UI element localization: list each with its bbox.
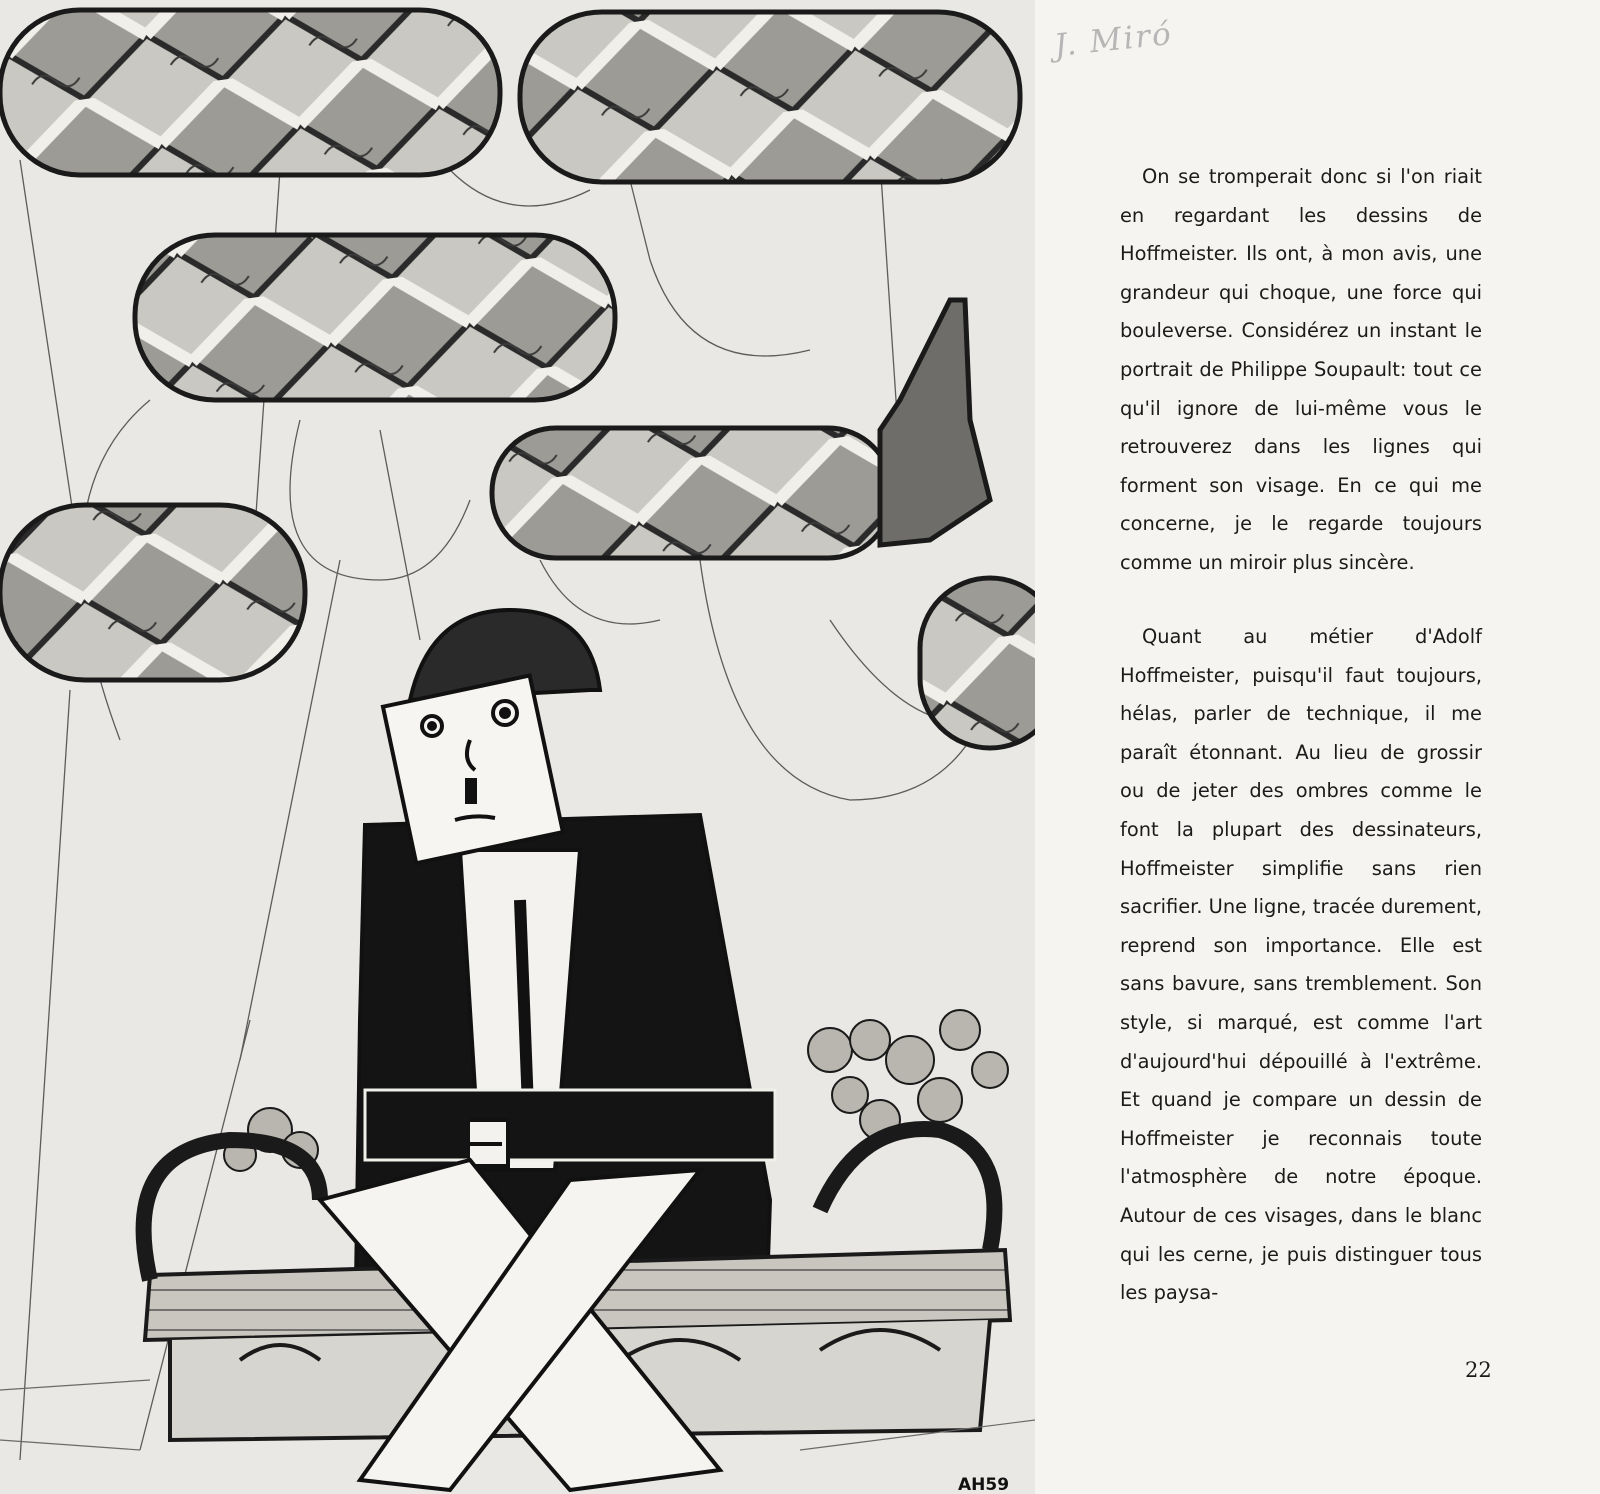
paragraph-1 bbox=[1120, 158, 1482, 583]
paragraph-2 bbox=[1120, 618, 1482, 1313]
page-number: 22 bbox=[1465, 1358, 1492, 1382]
signature: J. Miró bbox=[1052, 15, 1175, 65]
paragraph-1-text: On se tromperait donc si l'on riait en regardant les dessins de Hoffmeister. Ils ont, à mon avis, une grandeur qui choque, une force qui bouleverse. Considérez un instant le portrait de Philippe Soupault: tout ce qu'il ignore de lui-même vous le retrouverez dans les lignes qui forment son visage. En ce qui me concerne, je le regarde toujours comme un miroir plus sincère. bbox=[1120, 165, 1482, 574]
artist-monogram: AH59 bbox=[958, 1475, 1010, 1494]
paragraph-2-text: Quant au métier d'Adolf Hoffmeister, puisqu'il faut toujours, hélas, parler de technique, il me paraît étonnant. Au lieu de grossir ou de jeter des ombres comme le font la plupart des dessinateurs, Hoffmeister simplifie sans rien sacrifier. Une ligne, tracée durement, reprend son importance. Elle est sans bavure, sans tremblement. Son style, si marqué, est comme l'art d'aujourd'hui dépouillé à l'extrême. Et quand je compare un dessin de Hoffmeister je reconnais toute l'atmosphère de notre époque. Autour de ces visages, dans le blanc qui les cerne, je puis distinguer tous les paysa- bbox=[1120, 625, 1482, 1305]
